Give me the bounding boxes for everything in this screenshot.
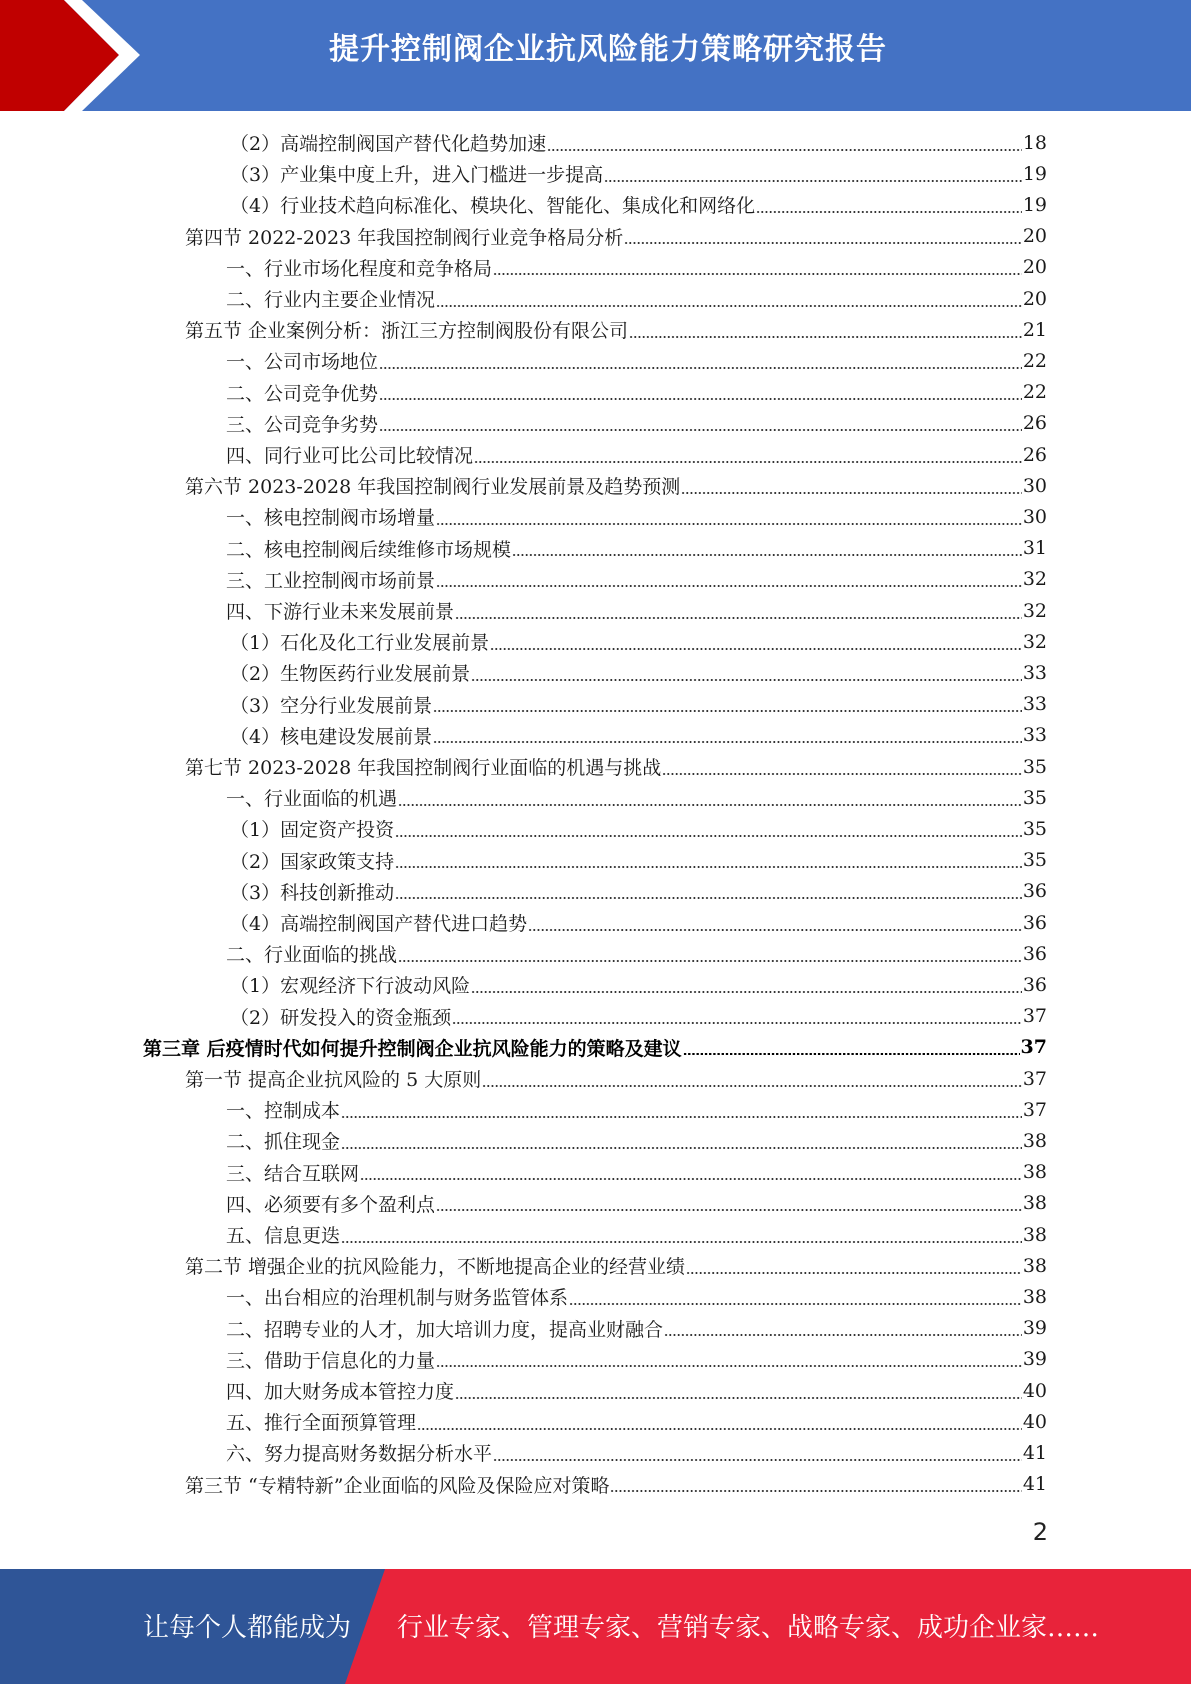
toc-entry[interactable] xyxy=(230,689,1047,720)
toc-entry-title: （1）固定资产投资 xyxy=(230,819,395,842)
toc-dot-leader xyxy=(455,617,1022,619)
toc-entry[interactable] xyxy=(226,1219,1047,1250)
toc-entry-title: 一、出台相应的治理机制与财务监管体系 xyxy=(226,1287,569,1310)
toc-entry-title: 三、借助于信息化的力量 xyxy=(226,1349,436,1372)
toc-dot-leader xyxy=(452,1022,1022,1024)
toc-entry-title: 第六节 2023-2028 年我国控制阀行业发展前景及趋势预测 xyxy=(185,476,681,499)
toc-entry-title: 一、控制成本 xyxy=(226,1100,341,1123)
toc-entry[interactable] xyxy=(230,720,1047,751)
toc-entry[interactable] xyxy=(226,1094,1047,1125)
toc-entry-title: 四、必须要有多个盈利点 xyxy=(226,1193,436,1216)
toc-entry[interactable] xyxy=(226,938,1047,969)
toc-page-number: 30 xyxy=(1022,474,1047,497)
toc-entry-title: （2）国家政策支持 xyxy=(230,850,395,873)
toc-entry-title: 三、公司竞争劣势 xyxy=(226,413,379,436)
toc-entry-title: 第一节 提高企业抗风险的 5 大原则 xyxy=(185,1069,482,1091)
toc-entry-title: 五、推行全面预算管理 xyxy=(226,1412,417,1435)
toc-dot-leader xyxy=(662,773,1022,775)
toc-entry[interactable] xyxy=(226,283,1047,314)
toc-entry-title: （3）产业集中度上升，进入门槛进一步提高 xyxy=(230,164,604,187)
toc-page-number: 32 xyxy=(1022,568,1047,591)
toc-dot-leader xyxy=(490,648,1022,650)
toc-dot-leader xyxy=(433,741,1022,743)
toc-entry-title: 第三章 后疫情时代如何提升控制阀企业抗风险能力的策略及建议 xyxy=(143,1037,682,1060)
toc-dot-leader xyxy=(379,398,1022,400)
toc-dot-leader xyxy=(471,991,1022,993)
toc-dot-leader xyxy=(664,1334,1022,1336)
toc-entry[interactable] xyxy=(230,158,1047,189)
toc-entry[interactable] xyxy=(185,1250,1047,1281)
toc-page-number: 41 xyxy=(1022,1473,1047,1496)
toc-page-number: 22 xyxy=(1022,381,1047,404)
toc-dot-leader xyxy=(471,679,1022,681)
toc-dot-leader xyxy=(379,429,1022,431)
toc-entry-title: 一、公司市场地位 xyxy=(226,351,379,374)
toc-page-number: 35 xyxy=(1022,817,1047,840)
toc-entry[interactable] xyxy=(226,1375,1047,1406)
toc-page-number: 38 xyxy=(1022,1129,1047,1152)
toc-page-number: 19 xyxy=(1022,162,1047,185)
toc-entry-title: （4）高端控制阀国产替代进口趋势 xyxy=(230,913,528,935)
toc-dot-leader xyxy=(624,242,1022,244)
toc-page-number: 40 xyxy=(1022,1379,1047,1402)
toc-page-number: 32 xyxy=(1022,630,1047,653)
toc-dot-leader xyxy=(686,1272,1022,1274)
toc-entry[interactable] xyxy=(185,751,1047,782)
toc-page-number: 37 xyxy=(1022,1005,1047,1028)
toc-entry-title: 二、公司竞争优势 xyxy=(226,382,379,405)
toc-entry-title: 四、加大财务成本管控力度 xyxy=(226,1381,455,1403)
page-header xyxy=(0,0,1191,111)
page-footer xyxy=(0,1569,1191,1684)
toc-entry[interactable] xyxy=(226,1406,1047,1437)
toc-entry-title: 一、行业市场化程度和竞争格局 xyxy=(226,257,493,280)
toc-dot-leader xyxy=(681,492,1022,494)
toc-entry-title: （4）行业技术趋向标准化、模块化、智能化、集成化和网络化 xyxy=(230,195,756,218)
toc-entry-title: 第二节 增强企业的抗风险能力，不断地提高企业的经营业绩 xyxy=(185,1256,686,1279)
toc-dot-leader xyxy=(398,960,1022,962)
toc-dot-leader xyxy=(436,585,1022,587)
toc-entry-title: （1）石化及化工行业发展前景 xyxy=(230,632,490,655)
toc-entry-title: （4）核电建设发展前景 xyxy=(230,725,433,748)
toc-entry-title: （2）高端控制阀国产替代化趋势加速 xyxy=(230,133,547,155)
toc-dot-leader xyxy=(493,273,1022,275)
toc-entry-title: 三、工业控制阀市场前景 xyxy=(226,569,436,592)
toc-dot-leader xyxy=(610,1490,1021,1492)
toc-dot-leader xyxy=(360,1178,1022,1180)
toc-page-number: 38 xyxy=(1022,1192,1047,1215)
toc-page-number: 26 xyxy=(1022,412,1047,435)
toc-entry[interactable] xyxy=(230,845,1047,876)
toc-dot-leader xyxy=(436,523,1022,525)
toc-page-number: 36 xyxy=(1022,880,1047,903)
toc-entry[interactable] xyxy=(226,1344,1047,1375)
toc-entry-title: 六、努力提高财务数据分析水平 xyxy=(226,1443,493,1466)
toc-page-number: 38 xyxy=(1022,1254,1047,1277)
toc-page-number: 35 xyxy=(1022,849,1047,872)
toc-entry[interactable] xyxy=(226,782,1047,813)
toc-dot-leader xyxy=(547,149,1022,151)
toc-dot-leader xyxy=(395,866,1022,868)
toc-entry-title: （1）宏观经济下行波动风险 xyxy=(230,975,471,998)
toc-entry[interactable] xyxy=(226,1281,1047,1312)
toc-page-number: 18 xyxy=(1022,131,1047,154)
toc-entry[interactable] xyxy=(226,439,1047,470)
toc-page-number: 31 xyxy=(1022,537,1047,560)
toc-dot-leader xyxy=(436,1209,1022,1211)
report-title: 提升控制阀企业抗风险能力策略研究报告 xyxy=(329,32,887,67)
toc-entry[interactable] xyxy=(185,470,1047,501)
toc-dot-leader xyxy=(629,336,1022,338)
toc-page-number: 41 xyxy=(1022,1441,1047,1464)
toc-page-number: 38 xyxy=(1022,1285,1047,1308)
toc-page-number: 21 xyxy=(1022,318,1047,341)
toc-entry[interactable] xyxy=(230,626,1047,657)
toc-entry[interactable] xyxy=(226,1437,1047,1468)
toc-entry[interactable] xyxy=(185,1469,1047,1500)
toc-entry[interactable] xyxy=(185,314,1047,345)
toc-entry[interactable] xyxy=(226,564,1047,595)
toc-page-number: 38 xyxy=(1022,1161,1047,1184)
toc-dot-leader xyxy=(436,1365,1022,1367)
toc-page-number: 20 xyxy=(1022,287,1047,310)
toc-entry[interactable] xyxy=(185,221,1047,252)
page-number: 2 xyxy=(1032,1518,1048,1546)
toc-dot-leader xyxy=(604,180,1022,182)
toc-entry[interactable] xyxy=(226,377,1047,408)
toc-entry-title: 四、同行业可比公司比较情况 xyxy=(226,445,474,467)
toc-entry-title: （2）生物医药行业发展前景 xyxy=(230,663,471,686)
toc-dot-leader xyxy=(341,1147,1022,1149)
toc-entry[interactable] xyxy=(230,813,1047,844)
toc-dot-leader xyxy=(395,897,1022,899)
toc-page-number: 19 xyxy=(1022,193,1047,216)
toc-entry[interactable] xyxy=(226,345,1047,376)
toc-dot-leader xyxy=(683,1053,1020,1055)
toc-entry-title: 二、行业面临的挑战 xyxy=(226,944,398,967)
toc-entry[interactable] xyxy=(226,595,1047,626)
toc-entry[interactable] xyxy=(185,1063,1047,1094)
toc-entry[interactable] xyxy=(226,1125,1047,1156)
toc-entry-title: 一、核电控制阀市场增量 xyxy=(226,507,436,530)
toc-entry[interactable] xyxy=(226,408,1047,439)
toc-entry-title: 二、招聘专业的人才，加大培训力度，提高业财融合 xyxy=(226,1318,664,1341)
toc-entry-title: （3）科技创新推动 xyxy=(230,881,395,904)
toc-dot-leader xyxy=(512,554,1022,556)
toc-page-number: 30 xyxy=(1022,505,1047,528)
toc-entry[interactable] xyxy=(230,969,1047,1000)
toc-entry[interactable] xyxy=(226,501,1047,532)
toc-dot-leader xyxy=(474,461,1022,463)
toc-entry[interactable] xyxy=(226,1313,1047,1344)
footer-slogan-left: 让每个人都能成为 xyxy=(143,1613,352,1643)
toc-page-number: 20 xyxy=(1022,225,1047,248)
toc-dot-leader xyxy=(482,1085,1022,1087)
toc-entry-title: 五、信息更迭 xyxy=(226,1225,341,1247)
toc-page-number: 32 xyxy=(1022,599,1047,622)
toc-dot-leader xyxy=(433,710,1022,712)
footer-slogan-right: 行业专家、管理专家、营销专家、战略专家、成功企业家…… xyxy=(397,1613,1100,1643)
toc-entry[interactable] xyxy=(226,252,1047,283)
toc-dot-leader xyxy=(395,835,1022,837)
toc-dot-leader xyxy=(756,211,1022,213)
toc-dot-leader xyxy=(398,804,1022,806)
toc-entry-title: 二、核电控制阀后续维修市场规模 xyxy=(226,538,512,561)
toc-entry[interactable] xyxy=(230,907,1047,938)
toc-page-number: 20 xyxy=(1022,256,1047,279)
toc-page-number: 33 xyxy=(1022,661,1047,684)
toc-entry-title: 二、行业内主要企业情况 xyxy=(226,289,436,311)
toc-entry[interactable] xyxy=(230,1001,1047,1032)
toc-dot-leader xyxy=(341,1116,1022,1118)
toc-entry[interactable] xyxy=(226,533,1047,564)
toc-entry[interactable] xyxy=(230,876,1047,907)
toc-entry-title: 第七节 2023-2028 年我国控制阀行业面临的机遇与挑战 xyxy=(185,757,662,779)
toc-chapter-entry[interactable] xyxy=(143,1032,1047,1063)
toc-entry-title: 二、抓住现金 xyxy=(226,1131,341,1154)
toc-entry[interactable] xyxy=(230,127,1047,158)
toc-page-number: 35 xyxy=(1022,786,1047,809)
toc-page-number: 39 xyxy=(1022,1317,1047,1340)
toc-page-number: 33 xyxy=(1022,724,1047,747)
toc-entry-title: 一、行业面临的机遇 xyxy=(226,788,398,811)
toc-page-number: 22 xyxy=(1022,349,1047,372)
toc-dot-leader xyxy=(493,1459,1022,1461)
toc-page-number: 36 xyxy=(1022,942,1047,965)
toc-dot-leader xyxy=(417,1428,1022,1430)
toc-entry-title: 三、结合互联网 xyxy=(226,1162,360,1185)
toc-page-number: 37 xyxy=(1022,1098,1047,1121)
toc-page-number: 26 xyxy=(1022,443,1047,466)
toc-entry-title: （2）研发投入的资金瓶颈 xyxy=(230,1006,452,1029)
toc-dot-leader xyxy=(436,305,1022,307)
toc-dot-leader xyxy=(528,929,1022,931)
toc-dot-leader xyxy=(379,367,1022,369)
toc-page-number: 38 xyxy=(1022,1223,1047,1246)
toc-page-number: 35 xyxy=(1022,755,1047,778)
toc-entry-title: 第三节 “专精特新”企业面临的风险及保险应对策略 xyxy=(185,1474,610,1497)
toc-entry-title: 四、下游行业未来发展前景 xyxy=(226,601,455,623)
toc-dot-leader xyxy=(455,1397,1022,1399)
toc-page-number: 36 xyxy=(1022,973,1047,996)
toc-dot-leader xyxy=(341,1241,1022,1243)
toc-page-number: 39 xyxy=(1022,1348,1047,1371)
toc-entry[interactable] xyxy=(226,1188,1047,1219)
toc-entry-title: （3）空分行业发展前景 xyxy=(230,694,433,717)
toc-page-number: 36 xyxy=(1022,911,1047,934)
toc-entry[interactable] xyxy=(226,1157,1047,1188)
toc-page-number: 37 xyxy=(1020,1036,1047,1059)
toc-entry[interactable] xyxy=(230,657,1047,688)
toc-entry-title: 第四节 2022-2023 年我国控制阀行业竞争格局分析 xyxy=(185,226,624,249)
toc-page-number: 40 xyxy=(1022,1410,1047,1433)
toc-page-number: 33 xyxy=(1022,693,1047,716)
toc-dot-leader xyxy=(569,1303,1022,1305)
toc-page-number: 37 xyxy=(1022,1067,1047,1090)
toc-entry-title: 第五节 企业案例分析：浙江三方控制阀股份有限公司 xyxy=(185,320,629,343)
toc-entry[interactable] xyxy=(230,189,1047,220)
